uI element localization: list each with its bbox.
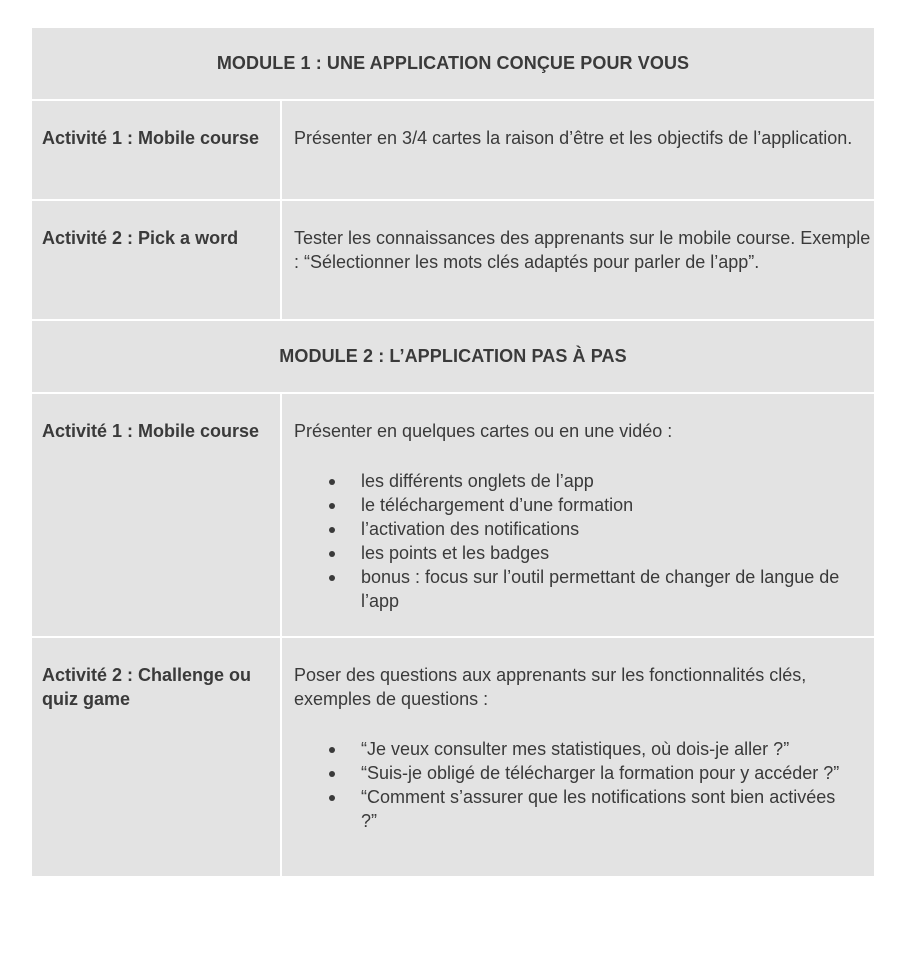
activity-name: Activité 2 : Pick a word — [42, 228, 239, 248]
list-item: l’activation des notifications — [294, 517, 874, 541]
activity-description: Tester les connaissances des apprenants sur le mobile course. Exemple : “Sélectionner les mots clés adaptés pour parler de l’app”. — [294, 228, 871, 272]
program-table — [32, 28, 874, 876]
module-1-activity-1-row — [32, 101, 874, 199]
activity-description: Présenter en 3/4 cartes la raison d’être et les objectifs de l’application. — [294, 128, 853, 148]
module-2-activity-2-row — [32, 638, 874, 876]
activity-description-cell — [282, 638, 874, 876]
activity-intro: Poser des questions aux apprenants sur les fonctionnalités clés, exemples de questions : — [294, 665, 807, 709]
activity-description-cell — [282, 394, 874, 636]
list-item: les points et les badges — [294, 541, 874, 565]
list-item: les différents onglets de l’app — [294, 469, 874, 493]
module-2-title: MODULE 2 : L’APPLICATION PAS À PAS — [279, 346, 627, 366]
activity-name: Activité 1 : Mobile course — [42, 128, 260, 148]
list-item: “Comment s’assurer que les notifications sont bien activées ?” — [294, 785, 844, 833]
activity-intro: Présenter en quelques cartes ou en une vidéo : — [294, 421, 673, 441]
list-item: “Je veux consulter mes statistiques, où dois-je aller ?” — [294, 737, 844, 761]
module-1-title: MODULE 1 : UNE APPLICATION CONÇUE POUR VOUS — [216, 53, 690, 73]
activity-description-cell — [282, 201, 874, 319]
activity-name: Activité 1 : Mobile course — [42, 421, 260, 441]
module-1-activity-2-row — [32, 201, 874, 319]
list-item: le téléchargement d’une formation — [294, 493, 874, 517]
activity-description-cell — [282, 101, 874, 199]
bullet-list — [294, 737, 844, 833]
activity-name: Activité 2 : Challenge ou quiz game — [42, 665, 252, 709]
module-1-header — [32, 28, 874, 99]
bullet-list — [294, 469, 874, 613]
list-item: bonus : focus sur l’outil permettant de changer de langue de l’app — [294, 565, 874, 613]
module-2-header — [32, 321, 874, 392]
list-item: “Suis-je obligé de télécharger la formation pour y accéder ?” — [294, 761, 844, 785]
module-2-activity-1-row — [32, 394, 874, 636]
